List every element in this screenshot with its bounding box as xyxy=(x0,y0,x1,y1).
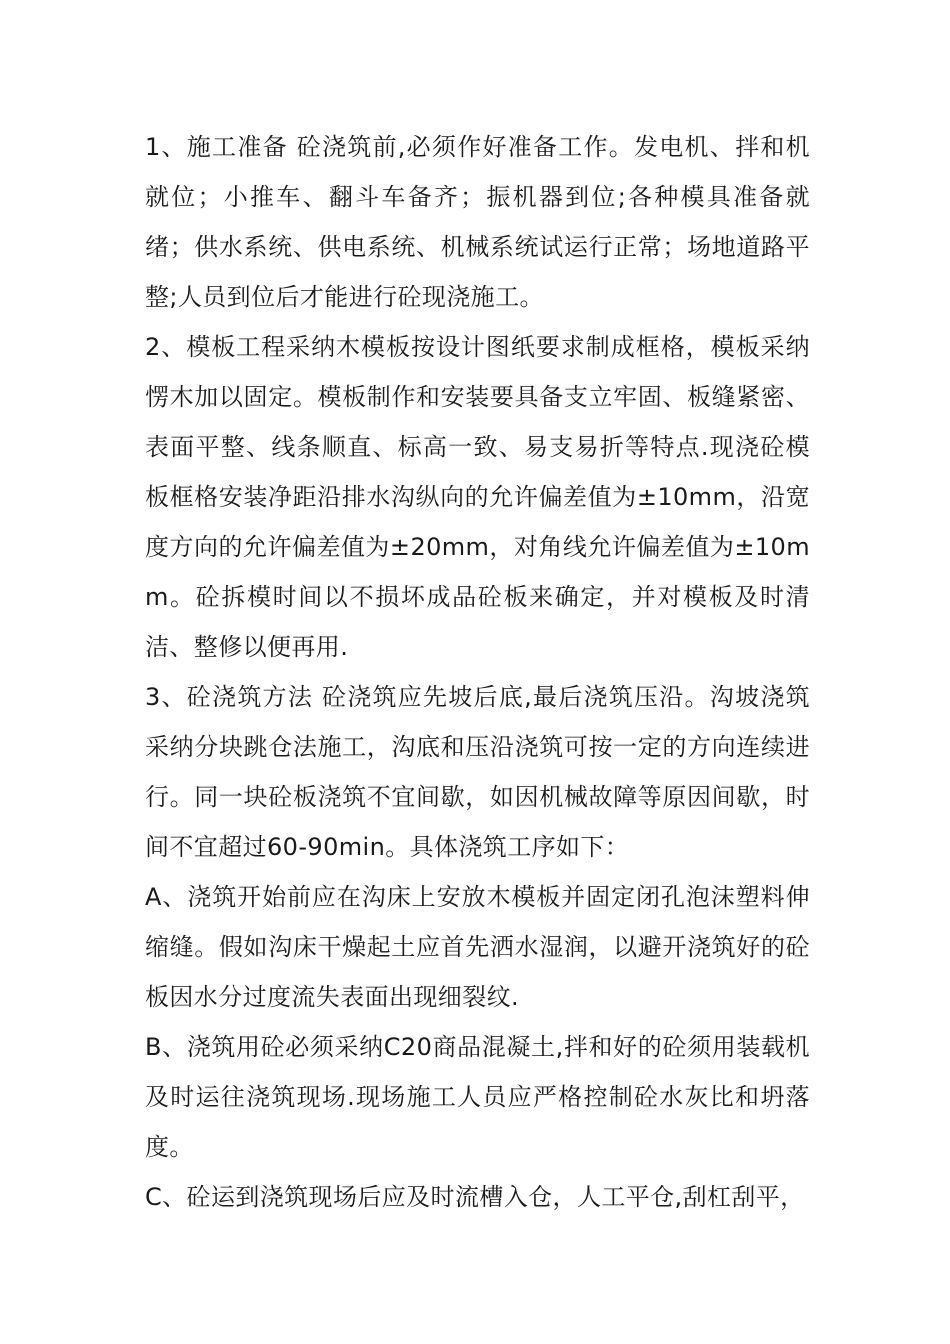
document-body xyxy=(145,122,810,1222)
paragraph-pouring-method: 3、砼浇筑方法 砼浇筑应先坡后底,最后浇筑压沿。沟坡浇筑采纳分块跳仓法施工，沟底和压沿浇筑可按一定的方向连续进行。同一块砼板浇筑不宜间歇，如因机械故障等原因间歇，时间不宜超过60-90min。具体浇筑工序如下： xyxy=(145,683,810,861)
paragraph-step-a: A、浇筑开始前应在沟床上安放木模板并固定闭孔泡沫塑料伸缩缝。假如沟床干燥起土应首先洒水湿润，以避开浇筑好的砼板因水分过度流失表面出现细裂纹. xyxy=(145,883,810,1011)
paragraph-construction-preparation: 1、施工准备 砼浇筑前,必须作好准备工作。发电机、拌和机就位；小推车、翻斗车备齐；振机器到位;各种模具准备就绪；供水系统、供电系统、机械系统试运行正常；场地道路平整;人员到位后才能进行砼现浇施工。 xyxy=(145,133,810,311)
paragraph-formwork: 2、模板工程采纳木模板按设计图纸要求制成框格，模板采纳愣木加以固定。模板制作和安装要具备支立牢固、板缝紧密、表面平整、线条顺直、标高一致、易支易折等特点.现浇砼模板框格安装净距沿排水沟纵向的允许偏差值为±10mm，沿宽度方向的允许偏差值为±20mm，对角线允许偏差值为±10mm。砼拆模时间以不损坏成品砼板来确定，并对模板及时清洁、整修以便再用. xyxy=(145,333,810,661)
paragraph-step-b: B、浇筑用砼必须采纳C20商品混凝土,拌和好的砼须用装载机及时运往浇筑现场.现场施工人员应严格控制砼水灰比和坍落度。 xyxy=(145,1033,810,1161)
paragraph-step-c: C、砼运到浇筑现场后应及时流槽入仓，人工平仓,刮杠刮平， xyxy=(145,1183,805,1211)
